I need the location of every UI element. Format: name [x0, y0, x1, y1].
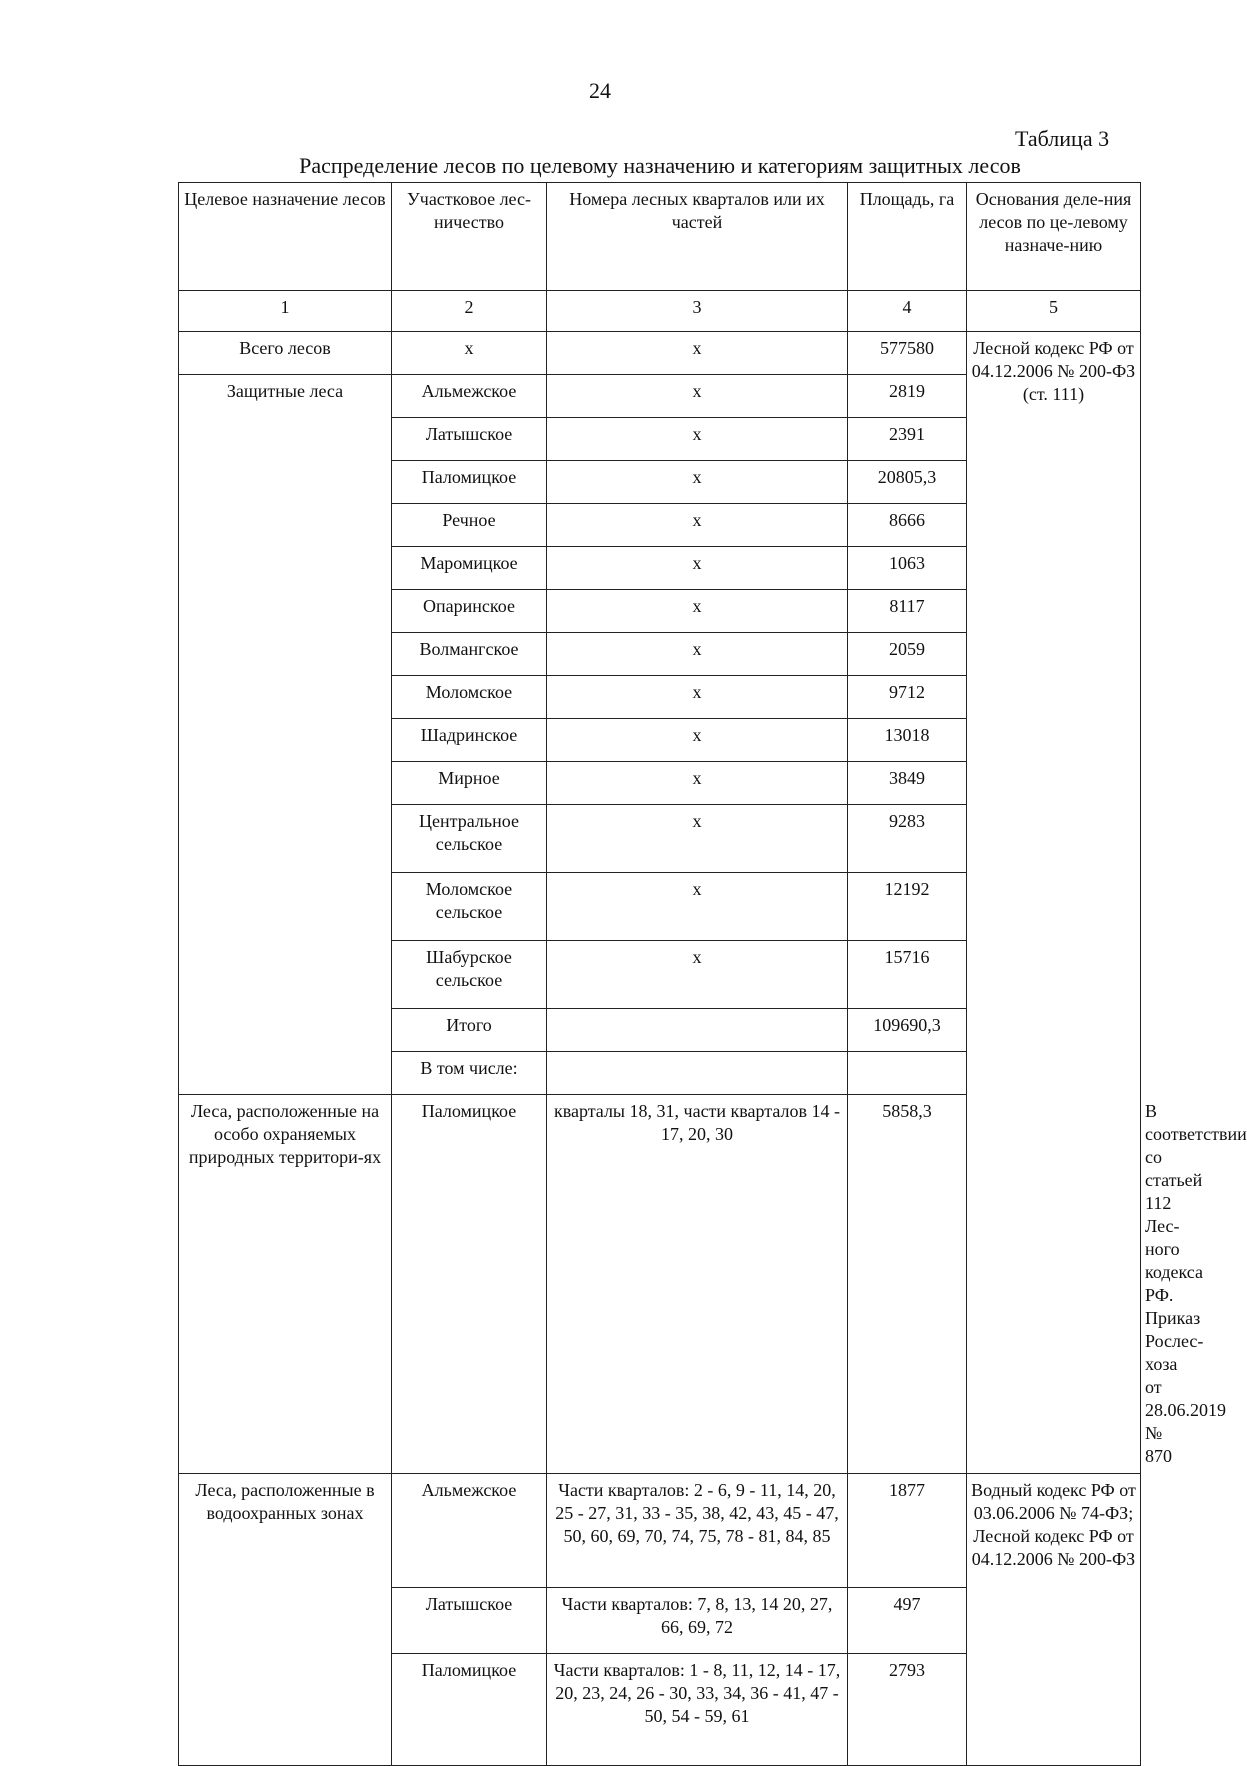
quarters-cell: Части кварталов: 2 - 6, 9 - 11, 14, 20, 25 - 27, 31, 33 - 35, 38, 42, 43, 45 - 47, 50, 60, 69, 70, 74, 75, 78 - 81, 84, 85: [547, 1474, 848, 1588]
quarters-cell: х: [547, 375, 848, 418]
empty-cell: [848, 1052, 967, 1095]
table-title: Распределение лесов по целевому назначению и категориям защитных лесов: [299, 153, 1021, 178]
water-purpose: Леса, расположенные в водоохранных зонах: [179, 1474, 392, 1766]
quarters-cell: Части кварталов: 7, 8, 13, 14 20, 27, 66, 69, 72: [547, 1588, 848, 1654]
district-cell: Речное: [392, 504, 547, 547]
header-district: Участковое лес-ничество: [392, 183, 547, 291]
area-cell: 3849: [848, 762, 967, 805]
quarters-cell: х: [547, 873, 848, 941]
total-quarters: х: [547, 332, 848, 375]
water-row: [179, 1474, 1141, 1588]
district-cell: Волмангское: [392, 633, 547, 676]
column-number: 3: [547, 291, 848, 332]
column-number: 4: [848, 291, 967, 332]
header-row: [179, 183, 1141, 291]
subtotal-quarters: [547, 1009, 848, 1052]
area-cell: 15716: [848, 941, 967, 1009]
column-number-row: [179, 291, 1141, 332]
empty-cell: [547, 1052, 848, 1095]
area-cell: 9283: [848, 805, 967, 873]
oopt-quarters: кварталы 18, 31, части кварталов 14 - 17, 20, 30: [547, 1095, 848, 1474]
oopt-purpose: Леса, расположенные на особо охраняемых природных территори-ях: [179, 1095, 392, 1474]
district-cell: Шабурское сельское: [392, 941, 547, 1009]
district-cell: Альмежское: [392, 375, 547, 418]
column-number: 5: [967, 291, 1141, 332]
quarters-cell: х: [547, 504, 848, 547]
quarters-cell: х: [547, 633, 848, 676]
column-number: 2: [392, 291, 547, 332]
header-quarters: Номера лесных кварталов или их частей: [547, 183, 848, 291]
quarters-cell: х: [547, 762, 848, 805]
area-cell: 9712: [848, 676, 967, 719]
area-cell: 20805,3: [848, 461, 967, 504]
protective-forests-label: Защитные леса: [179, 375, 392, 1095]
quarters-cell: х: [547, 805, 848, 873]
area-cell: 2819: [848, 375, 967, 418]
district-cell: Латышское: [392, 1588, 547, 1654]
district-cell: Опаринское: [392, 590, 547, 633]
header-purpose: Целевое назначение лесов: [179, 183, 392, 291]
area-cell: 2391: [848, 418, 967, 461]
area-cell: 8666: [848, 504, 967, 547]
area-cell: 2793: [848, 1654, 967, 1766]
district-cell: Латышское: [392, 418, 547, 461]
quarters-cell: х: [547, 941, 848, 1009]
column-number: 1: [179, 291, 392, 332]
total-forests-row: [179, 332, 1141, 375]
subtotal-area: 109690,3: [848, 1009, 967, 1052]
subtotal-label: Итого: [392, 1009, 547, 1052]
district-cell: Альмежское: [392, 1474, 547, 1588]
header-area: Площадь, га: [848, 183, 967, 291]
quarters-cell: х: [547, 676, 848, 719]
district-cell: Паломицкое: [392, 1654, 547, 1766]
district-cell: Шадринское: [392, 719, 547, 762]
district-cell: Моломское сельское: [392, 873, 547, 941]
header-basis: Основания деле-ния лесов по це-левому назначе-нию: [967, 183, 1141, 291]
district-cell: Маромицкое: [392, 547, 547, 590]
area-cell: 497: [848, 1588, 967, 1654]
area-cell: 1063: [848, 547, 967, 590]
area-cell: 13018: [848, 719, 967, 762]
basis-general: Лесной кодекс РФ от 04.12.2006 № 200-ФЗ (ст. 111): [967, 332, 1141, 1474]
district-cell: Паломицкое: [392, 461, 547, 504]
area-cell: 8117: [848, 590, 967, 633]
table-label: Таблица 3: [1015, 126, 1110, 151]
oopt-row: Леса, расположенные на особо охраняемых природных территори-ях Паломицкое кварталы 18, 31, части кварталов 14 - 17, 20, 30 5858,3 В соответствии со статьей 112 Лес-ного кодекса РФ. Приказ Рослес-хоза от 28.06.2019 № 870: [179, 1095, 1141, 1474]
quarters-cell: х: [547, 719, 848, 762]
area-cell: 12192: [848, 873, 967, 941]
total-area: 577580: [848, 332, 967, 375]
area-cell: 1877: [848, 1474, 967, 1588]
oopt-area: 5858,3: [848, 1095, 967, 1474]
including-label: В том числе:: [392, 1052, 547, 1095]
quarters-cell: Части кварталов: 1 - 8, 11, 12, 14 - 17, 20, 23, 24, 26 - 30, 33, 34, 36 - 41, 47 - 50, 54 - 59, 61: [547, 1654, 848, 1766]
quarters-cell: х: [547, 461, 848, 504]
district-cell: Мирное: [392, 762, 547, 805]
district-cell: Моломское: [392, 676, 547, 719]
water-basis: Водный кодекс РФ от 03.06.2006 № 74-ФЗ; Лесной кодекс РФ от 04.12.2006 № 200-ФЗ: [967, 1474, 1141, 1766]
total-purpose: Всего лесов: [179, 332, 392, 375]
total-district: х: [392, 332, 547, 375]
area-cell: 2059: [848, 633, 967, 676]
forest-distribution-table: [178, 182, 1247, 1766]
quarters-cell: х: [547, 590, 848, 633]
district-cell: Центральное сельское: [392, 805, 547, 873]
quarters-cell: х: [547, 418, 848, 461]
oopt-district: Паломицкое: [392, 1095, 547, 1474]
page-number: 24: [589, 78, 611, 103]
quarters-cell: х: [547, 547, 848, 590]
